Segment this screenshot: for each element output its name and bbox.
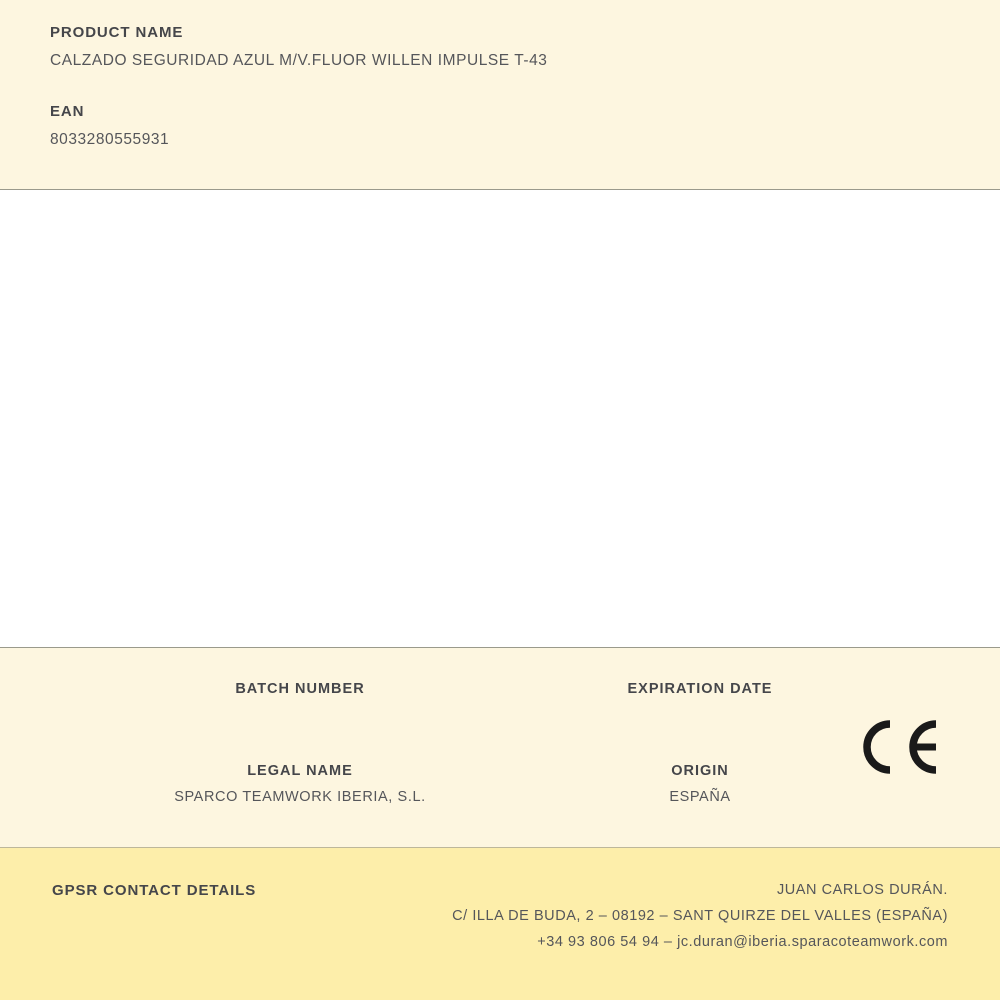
expiration-date-label: EXPIRATION DATE	[627, 681, 773, 697]
ce-mark-icon	[856, 716, 942, 778]
origin-value: ESPAÑA	[669, 789, 731, 805]
batch-number-cell	[100, 681, 500, 725]
expiration-date-value	[500, 707, 900, 725]
legal-name-value: SPARCO TEAMWORK IBERIA, S.L.	[174, 789, 426, 805]
batch-number-label: BATCH NUMBER	[235, 681, 365, 697]
gpsr-contact-phone-email: +34 93 806 54 94 – jc.duran@iberia.sparacoteamwork.com	[537, 934, 948, 950]
header-section	[0, 0, 1000, 190]
product-name-value: CALZADO SEGURIDAD AZUL M/V.FLUOR WILLEN IMPULSE T-43	[50, 52, 548, 69]
origin-cell	[500, 763, 900, 807]
batch-number-value	[100, 707, 500, 725]
origin-label: ORIGIN	[671, 763, 729, 779]
header-spacer	[50, 70, 950, 103]
gpsr-contact-title: GPSR CONTACT DETAILS	[52, 882, 257, 899]
info-section	[0, 648, 1000, 848]
info-row-batch-expiration	[0, 648, 1000, 725]
gpsr-contact-address: C/ ILLA DE BUDA, 2 – 08192 – SANT QUIRZE DEL VALLES (ESPAÑA)	[452, 908, 948, 924]
ean-value: 8033280555931	[50, 131, 170, 148]
info-row-legal-origin	[0, 725, 1000, 807]
expiration-date-cell	[500, 681, 900, 725]
gpsr-contact-name: JUAN CARLOS DURÁN.	[776, 882, 948, 898]
product-image-area	[0, 190, 1000, 648]
product-name-label: PRODUCT NAME	[50, 24, 184, 41]
legal-name-label: LEGAL NAME	[247, 763, 353, 779]
legal-name-cell	[100, 763, 500, 807]
footer-section	[0, 848, 1000, 1000]
ean-label: EAN	[50, 103, 85, 120]
